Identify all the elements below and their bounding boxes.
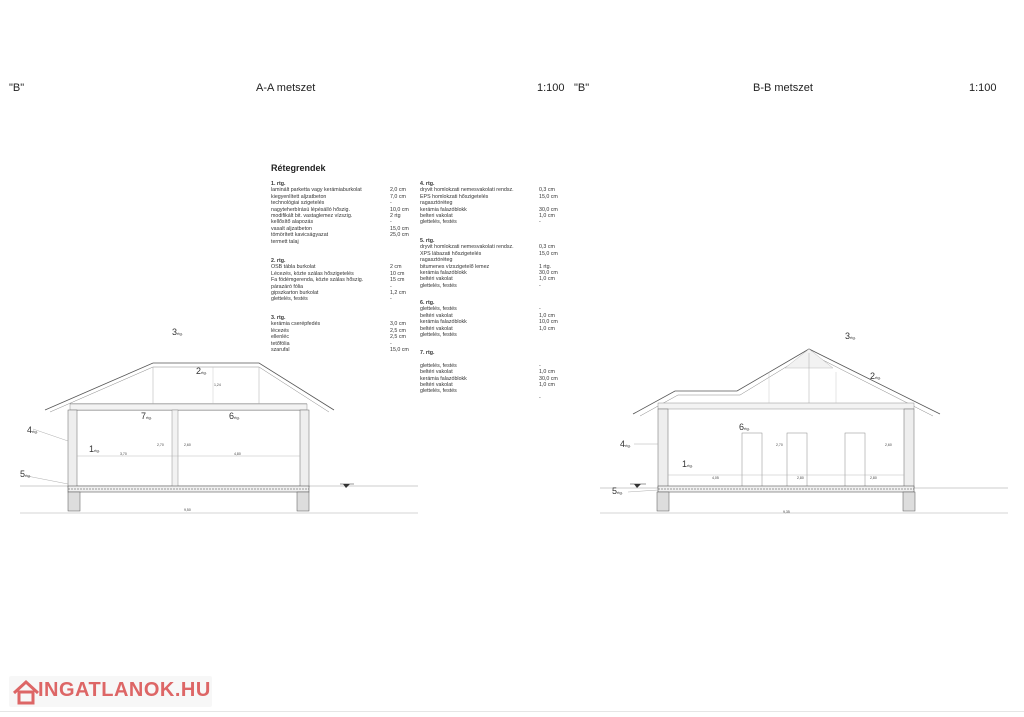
label-right-3: 3rtg. — [845, 331, 856, 341]
legend-layer-name: glettelés, festés — [271, 296, 308, 303]
dim-left-d1: 3,70 — [120, 452, 127, 456]
legend-layer-thickness: 1,2 cm — [390, 290, 406, 297]
legend-layer-name: vasalt aljzatbeton — [271, 225, 312, 232]
legend-layer-thickness: 1,0 cm — [539, 382, 555, 389]
legend-layer-name: Fa födémgerenda, közte szálas hőszig. — [271, 277, 364, 284]
legend-layer-thickness: 1,0 cm — [539, 325, 555, 332]
legend-layer-thickness: 1,0 cm — [539, 369, 555, 376]
legend-section-heading: 5. rtg. — [420, 238, 435, 244]
legend-layer-thickness: - — [390, 283, 392, 290]
left-scale: 1:100 — [537, 82, 565, 94]
legend-layer-thickness: 15,0 cm — [539, 250, 558, 257]
dim-left-h1: 2,60 — [184, 443, 191, 447]
legend-layer-thickness: - — [539, 219, 541, 226]
legend-layer-name: glettelés, festés — [420, 282, 457, 289]
legend-layer-name: technológiai szigetelés — [271, 200, 325, 207]
legend-layer-thickness: 30,0 cm — [539, 375, 558, 382]
legend-layer-name: glettelés, festés — [420, 219, 457, 226]
legend-section-heading: 4. rtg. — [420, 181, 435, 187]
legend-layer-name: glettelés, festés — [420, 332, 457, 339]
legend-layer-name: kellősítő alapozás — [271, 219, 314, 226]
legend-layer-name: kerámia falazóblokk — [420, 270, 467, 277]
legend-layer-name: tömörített kavicságyazat — [271, 232, 329, 239]
legend-layer-thickness: - — [539, 282, 541, 289]
legend-layer-thickness: 2,5 cm — [390, 327, 406, 334]
legend-layer-thickness: 10,0 cm — [539, 319, 558, 326]
dim-left-total: 9,50 — [184, 508, 191, 512]
legend-layer-name: glettelés, festés — [420, 388, 457, 395]
legend-layer-name: beltéri vakolat — [420, 312, 453, 319]
legend-layer-name: kerámia falazóblokk — [420, 206, 467, 213]
legend-layer-name: beltéri vakolat — [420, 276, 453, 283]
legend-layer-name: kiegyenlített aljzatbeton — [271, 193, 327, 200]
left-section-title: A-A metszet — [256, 82, 316, 94]
legend-layer-thickness: 1,0 cm — [539, 213, 555, 220]
label-left-6: 6rtg. — [229, 411, 240, 421]
legend-layer-name: OSB tábla burkolat — [271, 264, 316, 271]
legend-layer-thickness: 1,0 cm — [539, 276, 555, 283]
legend-layer-name: kerámia cserépfedés — [271, 321, 321, 328]
label-right-1: 1rtg. — [682, 459, 693, 469]
legend-layer-name: Lécezés, közte szálas hőszigetelés — [271, 270, 354, 277]
legend-layer-thickness: 1 rtg. — [539, 263, 552, 270]
legend-layer-name: dryvit homlokzati nemesvakolati rendsz. — [420, 244, 514, 251]
sheet-bottom-line — [0, 711, 1024, 712]
legend-layer-name: laminált parketta vagy kerámiaburkolat — [271, 187, 362, 194]
legend-layer-name: belteri vakolat — [420, 213, 453, 220]
label-right-5: 5rtg. — [612, 486, 623, 496]
legend-section-heading: 3. rtg. — [271, 315, 286, 321]
legend-section-heading: 6. rtg. — [420, 300, 435, 306]
dim-right-h2: 2,70 — [776, 443, 783, 447]
legend-layer-thickness: 2,0 cm — [390, 187, 406, 194]
legend-layer-name: dryvit homlokzati nemesvakolati rendsz. — [420, 187, 514, 194]
legend-layer-thickness: 25,0 cm — [390, 232, 409, 239]
legend-layer-thickness: 7,0 cm — [390, 193, 406, 200]
legend-layer-thickness: 30,0 cm — [539, 270, 558, 277]
legend-layer-thickness: - — [390, 200, 392, 207]
label-left-2: 2rtg. — [196, 366, 207, 376]
label-left-4: 4rtg. — [27, 425, 38, 435]
legend-layer-name: ellenléc — [271, 334, 289, 341]
label-left-1: 1rtg. — [89, 444, 100, 454]
legend-layer-thickness: 15 cm — [390, 277, 405, 284]
legend-layer-name: tetőfólia — [271, 340, 290, 347]
legend-layer-name: lécezés — [271, 327, 289, 334]
legend-layer-name: gipszkarton burkolat — [271, 290, 319, 297]
dim-right-d1: 4,05 — [712, 476, 719, 480]
right-scale: 1:100 — [969, 82, 997, 94]
legend-layer-name: szarufal — [271, 347, 290, 354]
legend-layer-thickness: 15,0 cm — [390, 225, 409, 232]
legend-layer-name: ragasztóréteg — [420, 200, 453, 207]
legend-layer-name: kerámia falazóblokk — [420, 319, 467, 326]
legend-layer-thickness: 10,0 cm — [390, 206, 409, 213]
right-tag: "B" — [574, 82, 590, 94]
legend-layer-name: XPS lábazati hőszigetelés — [420, 250, 482, 257]
legend-layer-thickness: 0,3 cm — [539, 187, 555, 194]
label-right-6: 6rtg. — [739, 422, 750, 432]
legend-layer-thickness: 2 rtg — [390, 213, 401, 220]
left-tag: "B" — [9, 82, 25, 94]
legend-layer-name: beltéri vakolat — [420, 382, 453, 389]
legend-layer-thickness: 30,0 cm — [539, 206, 558, 213]
legend-layer-thickness: - — [539, 362, 541, 369]
legend-layer-thickness: 2,5 cm — [390, 334, 406, 341]
dim-right-d3: 2,80 — [870, 476, 877, 480]
dim-right-h1: 2,60 — [885, 443, 892, 447]
watermark-text: INGATLANOK.HU — [38, 679, 211, 701]
legend-layer-thickness: - — [390, 340, 392, 347]
legend-title: Rétegrendek — [271, 163, 326, 173]
legend-layer-name: EPS homlokzati hőszigetelés — [420, 193, 489, 200]
legend-layer-name: glettelés, festés — [420, 306, 457, 313]
label-left-3: 3rtg. — [172, 327, 183, 337]
section-b-b — [600, 349, 1008, 513]
legend-layer-name: párazáró fólia — [271, 283, 304, 290]
legend-layer-thickness: 2 cm — [390, 264, 402, 271]
legend-layer-name: beltéri vakolat — [420, 325, 453, 332]
dim-left-h2: 2,70 — [157, 443, 164, 447]
label-right-4: 4rtg. — [620, 439, 631, 449]
legend-layer-thickness: 3,0 cm — [390, 321, 406, 328]
legend-layer-thickness: - — [539, 394, 541, 401]
legend-layer-name: ragasztóréteg — [420, 257, 453, 264]
legend-layer-thickness: - — [390, 296, 392, 303]
legend-layer-thickness: - — [390, 219, 392, 226]
legend-layer-thickness: 15,0 cm — [390, 347, 409, 354]
legend-section-heading: 2. rtg. — [271, 258, 286, 264]
legend-layer-name: termett talaj — [271, 238, 299, 245]
legend-layer-thickness: - — [539, 306, 541, 313]
legend-layer-thickness: 10 cm — [390, 270, 405, 277]
legend-layer-name: kerámia falazóblokk — [420, 375, 467, 382]
right-section-title: B-B metszet — [753, 82, 813, 94]
legend-section-heading: 7. rtg. — [420, 350, 435, 356]
dim-right-d2: 2,80 — [797, 476, 804, 480]
legend-layer-thickness: 15,0 cm — [539, 193, 558, 200]
legend-layer-name: modifikált bit. vastaglemez vízszig. — [271, 213, 353, 220]
label-left-7: 7rtg. — [141, 411, 152, 421]
dim-right-total: 9,35 — [783, 510, 790, 514]
legend-layer-name: nagyteherbírású lépésálló hőszig. — [271, 206, 350, 213]
dim-left-roof: 1,24 — [214, 383, 221, 387]
legend-layer-thickness: 0,3 cm — [539, 244, 555, 251]
label-left-5: 5rtg. — [20, 469, 31, 479]
legend-layer-name: bitumenes vízszigetelő lemez — [420, 263, 490, 270]
legend-section-heading: 1. rtg. — [271, 181, 286, 187]
legend-layer-name: beltéri vakolat — [420, 369, 453, 376]
label-right-2: 2rtg. — [870, 371, 881, 381]
dim-left-d2: 4,80 — [234, 452, 241, 456]
legend-layer-thickness: 1,0 cm — [539, 312, 555, 319]
legend-layer-name: glettelés, festés — [420, 362, 457, 369]
